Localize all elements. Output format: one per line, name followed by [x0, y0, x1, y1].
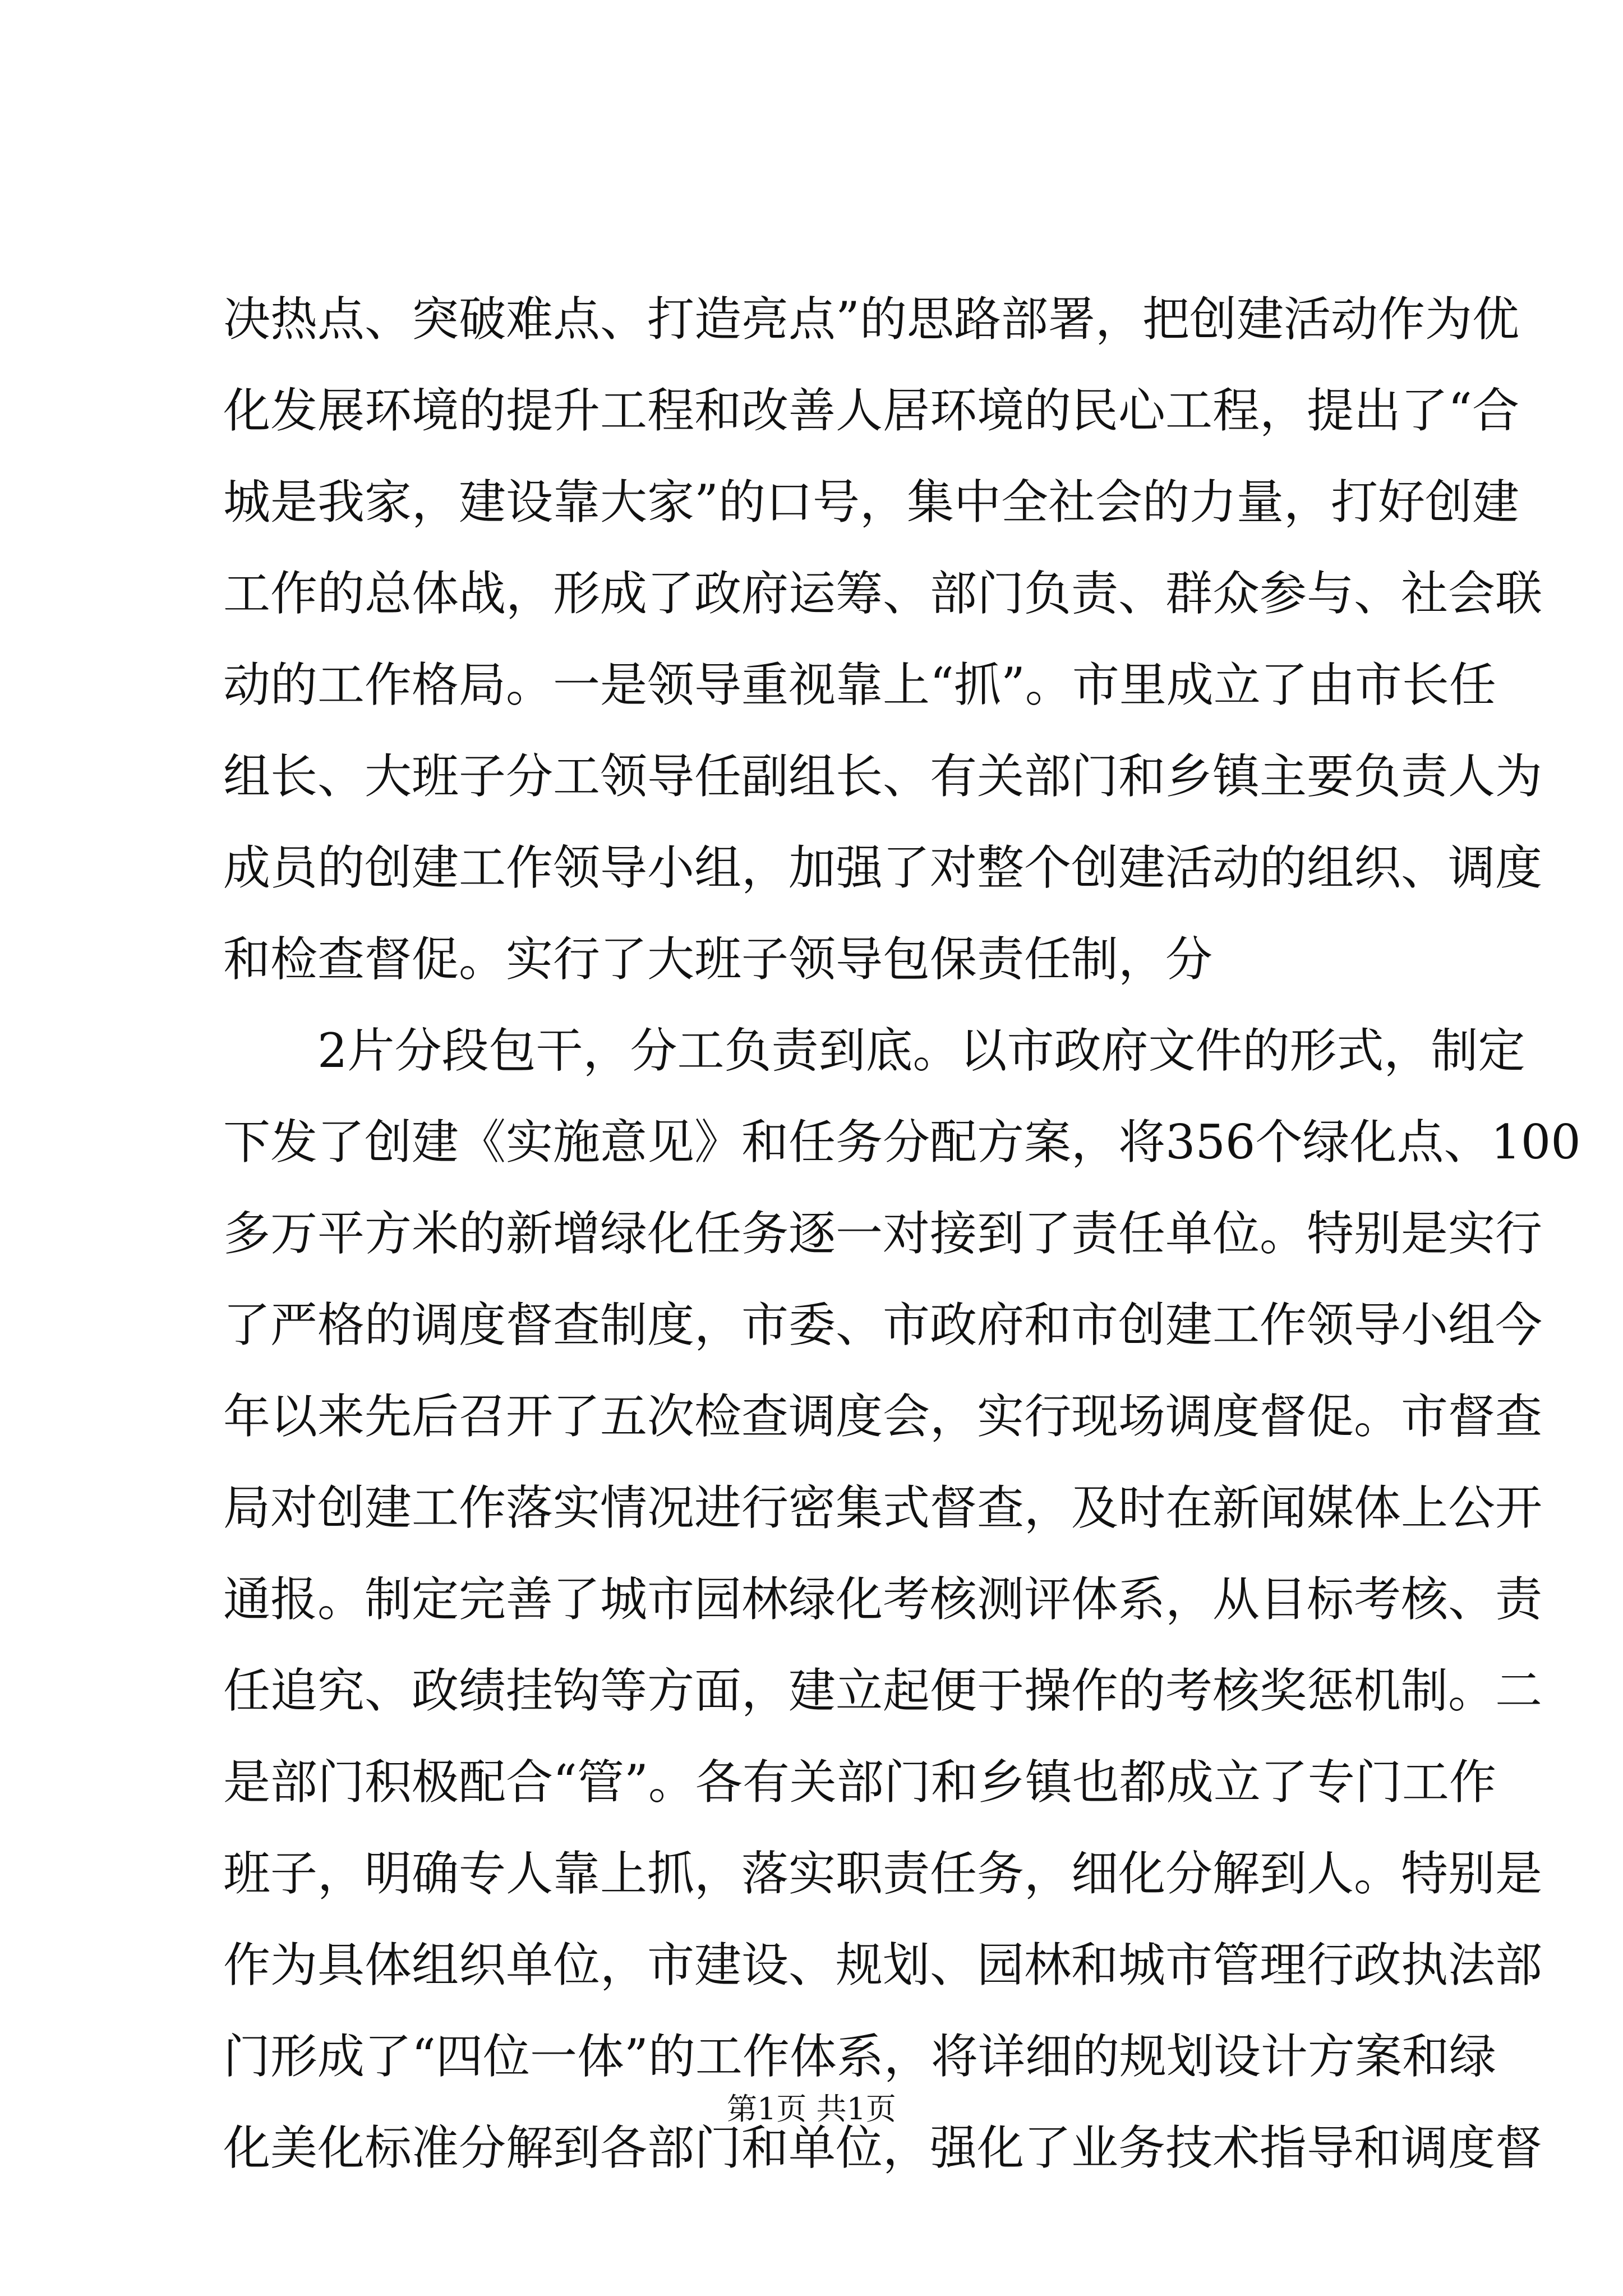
text-line: 年以来先后召开了五次检查调度会，实行现场调度督促。市督查 [223, 1389, 1543, 1444]
page-footer [0, 2087, 1623, 2132]
text-line: 化美化标准分解到各部门和单位，强化了业务技术指导和调度督 [223, 2120, 1543, 2175]
text-line: 局对创建工作落实情况进行密集式督查，及时在新闻媒体上公开 [223, 1480, 1543, 1535]
text-line: 化发展环境的提升工程和改善人居环境的民心工程，提出了“合 [223, 383, 1519, 438]
text-line: 作为具体组织单位，市建设、规划、园林和城市管理行政执法部 [223, 1938, 1543, 1993]
page-number-label: 第1页 共1页 [727, 2091, 896, 2127]
text-line: 动的工作格局。一是领导重视靠上“抓”。市里成立了由市长任 [223, 657, 1496, 712]
text-line: 是部门积极配合“管”。各有关部门和乡镇也都成立了专门工作 [223, 1755, 1496, 1810]
text-line: 多万平方米的新增绿化任务逐一对接到了责任单位。特别是实行 [223, 1206, 1543, 1261]
text-line: 任追究、政绩挂钩等方面，建立起便于操作的考核奖惩机制。二 [223, 1663, 1543, 1718]
text-line: 门形成了“四位一体”的工作体系，将详细的规划设计方案和绿 [223, 2029, 1496, 2084]
text-line: 通报。制定完善了城市园林绿化考核测评体系，从目标考核、责 [223, 1572, 1543, 1627]
text-line: 了严格的调度督查制度，市委、市政府和市创建工作领导小组今 [223, 1297, 1543, 1352]
text-line: 组长、大班子分工领导任副组长、有关部门和乡镇主要负责人为 [223, 749, 1543, 804]
text-line: 工作的总体战，形成了政府运筹、部门负责、群众参与、社会联 [223, 566, 1543, 621]
text-line: 下发了创建《实施意见》和任务分配方案，将356个绿化点、100 [223, 1115, 1581, 1170]
text-line: 班子，明确专人靠上抓，落实职责任务，细化分解到人。特别是 [223, 1846, 1543, 1901]
body-text [223, 274, 1581, 2194]
text-line: 成员的创建工作领导小组，加强了对整个创建活动的组织、调度 [223, 840, 1543, 895]
text-line: 和检查督促。实行了大班子领导包保责任制，分 [223, 932, 1213, 987]
text-line: 2片分段包干，分工负责到底。以市政府文件的形式，制定 [317, 1023, 1525, 1078]
text-line: 城是我家，建设靠大家”的口号，集中全社会的力量，打好创建 [223, 475, 1519, 530]
text-line: 决热点、突破难点、打造亮点”的思路部署，把创建活动作为优 [223, 292, 1519, 347]
